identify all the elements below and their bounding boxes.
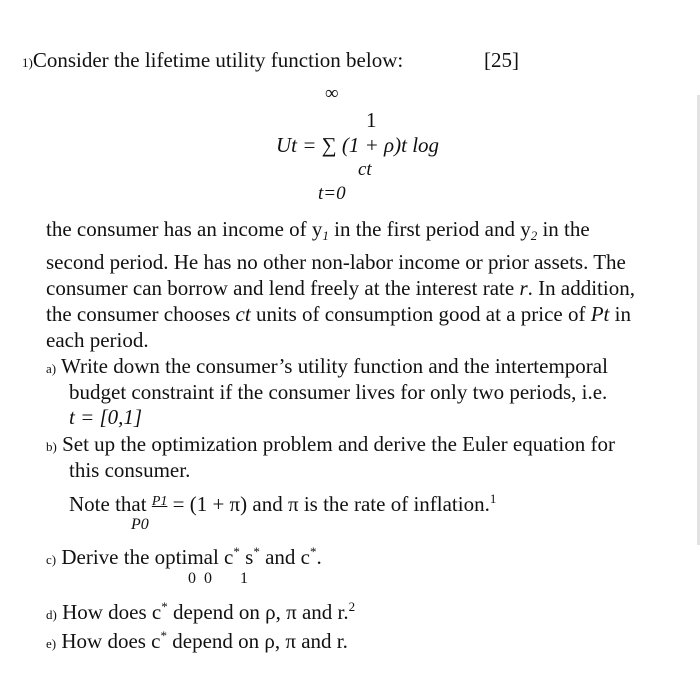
question-number: 1) [22,55,33,70]
part-b-note: Note that $^{P1}$ = (1 + π) and π is the rate of inflation.$^1$ [69,491,497,516]
formula-main: Ut = ∑ (1 + ρ)t log [276,133,440,157]
inflation-fraction-numerator: P1 [151,494,168,509]
question-text: Consider the lifetime utility function below: [32,48,404,72]
problem-paragraph [46,216,686,353]
part-b-line-1: b) Set up the optimization problem and derive the Euler equation for [46,432,615,456]
part-d-label: d) [46,607,57,622]
fraction-numerator: 1 [366,108,377,132]
part-c-label: c) [46,552,57,567]
part-d-line: d) How does c* depend on ρ, π and r.$^2$ [46,599,356,624]
inflation-fraction-denominator: P0 [131,516,149,533]
part-e-line: e) How does c* depend on ρ, π and r. [46,628,348,653]
sum-lower-limit: t=0 [318,183,346,204]
paragraph-line-1: the consumer has an income of $y_1$ in the first period and $y_2$ in the [46,217,590,243]
part-c-subscripts: 0 0 1 [188,570,248,587]
fraction-denominator: ct [358,159,372,180]
question-heading [22,47,403,76]
part-a-line-2: budget constraint if the consumer lives for only two periods, i.e. [69,380,608,404]
part-a-line-1: a) Write down the consumer’s utility function and the intertemporal [46,354,608,378]
sum-upper-limit: ∞ [325,83,339,104]
part-b-label: b) [46,439,57,454]
footnote-2: 2 [348,599,356,614]
part-a-line-3: t = [0,1] [69,405,143,429]
question-marks: [25] [484,48,519,72]
footnote-1: 1 [489,491,497,506]
paragraph-line-5: each period. [46,328,149,352]
part-a-label: a) [46,361,57,376]
part-c-line: c) Derive the optimal c* s* and c*. [46,544,322,569]
paragraph-line-4: the consumer chooses ct units of consumption good at a price of Pt in [46,302,631,326]
paragraph-line-2: second period. He has no other non-labor income or prior assets. The [46,250,626,274]
part-e-label: e) [46,636,57,651]
paragraph-line-3: consumer can borrow and lend freely at the interest rate r. In addition, [46,276,635,300]
part-b-line-2: this consumer. [69,458,191,482]
